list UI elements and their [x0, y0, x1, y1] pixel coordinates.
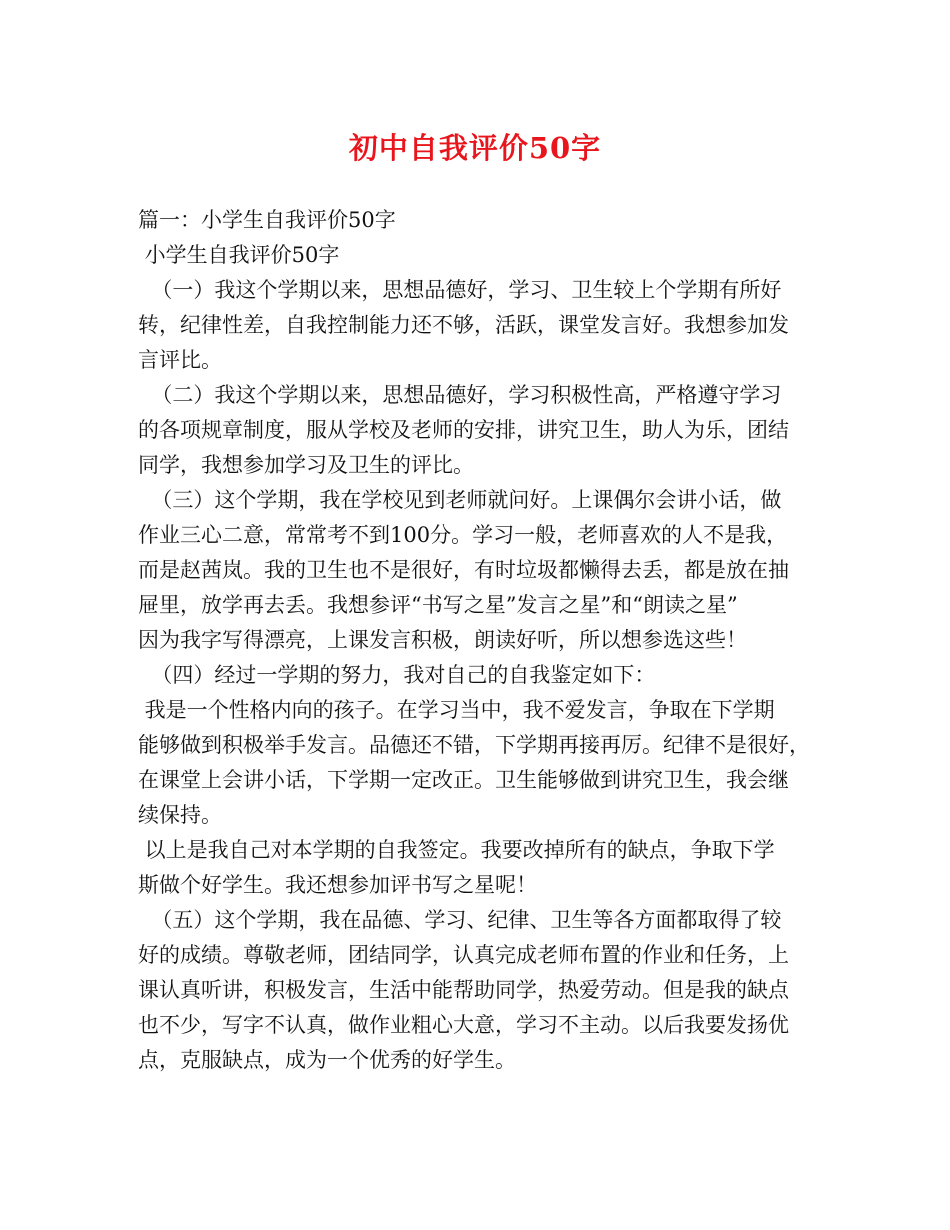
text-line: （三）这个学期，我在学校见到老师就问好。上课偶尔会讲小话，做: [138, 488, 782, 512]
text-line: 篇一：小学生自我评价50字: [138, 208, 396, 232]
text-line: 言评比。: [138, 348, 222, 372]
text-line: 能够做到积极举手发言。品德还不错，下学期再接再厉。纪律不是很好，: [138, 733, 810, 757]
text-line: 斯做个好学生。我还想参加评书写之星呢！: [138, 873, 537, 897]
text-line: 作业三心二意，常常考不到100分。学习一般，老师喜欢的人不是我，: [138, 523, 788, 547]
text-line: （四）经过一学期的努力，我对自己的自我鉴定如下：: [138, 663, 656, 687]
text-line: 也不少，写字不认真，做作业粗心大意，学习不主动。以后我要发扬优: [138, 1013, 789, 1037]
text-line: 在课堂上会讲小话，下学期一定改正。卫生能够做到讲究卫生，我会继: [138, 768, 789, 792]
text-line: 转，纪律性差，自我控制能力还不够，活跃，课堂发言好。我想参加发: [138, 313, 789, 337]
text-line: 因为我字写得漂亮，上课发言积极，朗读好听，所以想参选这些！: [138, 628, 747, 652]
text-line: 同学，我想参加学习及卫生的评比。: [138, 453, 474, 477]
text-line: 续保持。: [138, 803, 222, 827]
text-line: 屉里，放学再去丢。我想参评“书写之星”发言之星”和“朗读之星”: [138, 593, 738, 617]
text-line: 我是一个性格内向的孩子。在学习当中，我不爱发言，争取在下学期: [138, 698, 775, 722]
text-line: 好的成绩。尊敬老师，团结同学，认真完成老师布置的作业和任务，上: [138, 943, 789, 967]
text-line: 而是赵茜岚。我的卫生也不是很好，有时垃圾都懒得去丢，都是放在抽: [138, 558, 789, 582]
text-line: 点，克服缺点，成为一个优秀的好学生。: [138, 1048, 516, 1072]
document-body: [138, 203, 818, 1078]
page-title: 初中自我评价50字: [348, 131, 602, 165]
text-line: （五）这个学期，我在品德、学习、纪律、卫生等各方面都取得了较: [138, 908, 782, 932]
text-line: 的各项规章制度，服从学校及老师的安排，讲究卫生，助人为乐，团结: [138, 418, 789, 442]
text-line: 以上是我自己对本学期的自我签定。我要改掉所有的缺点，争取下学: [138, 838, 775, 862]
text-line: 小学生自我评价50字: [138, 243, 340, 267]
text-line: 课认真听讲，积极发言，生活中能帮助同学，热爱劳动。但是我的缺点: [138, 978, 789, 1002]
text-line: （二）我这个学期以来，思想品德好，学习积极性高，严格遵守学习: [138, 383, 782, 407]
text-line: （一）我这个学期以来，思想品德好，学习、卫生较上个学期有所好: [138, 278, 782, 302]
